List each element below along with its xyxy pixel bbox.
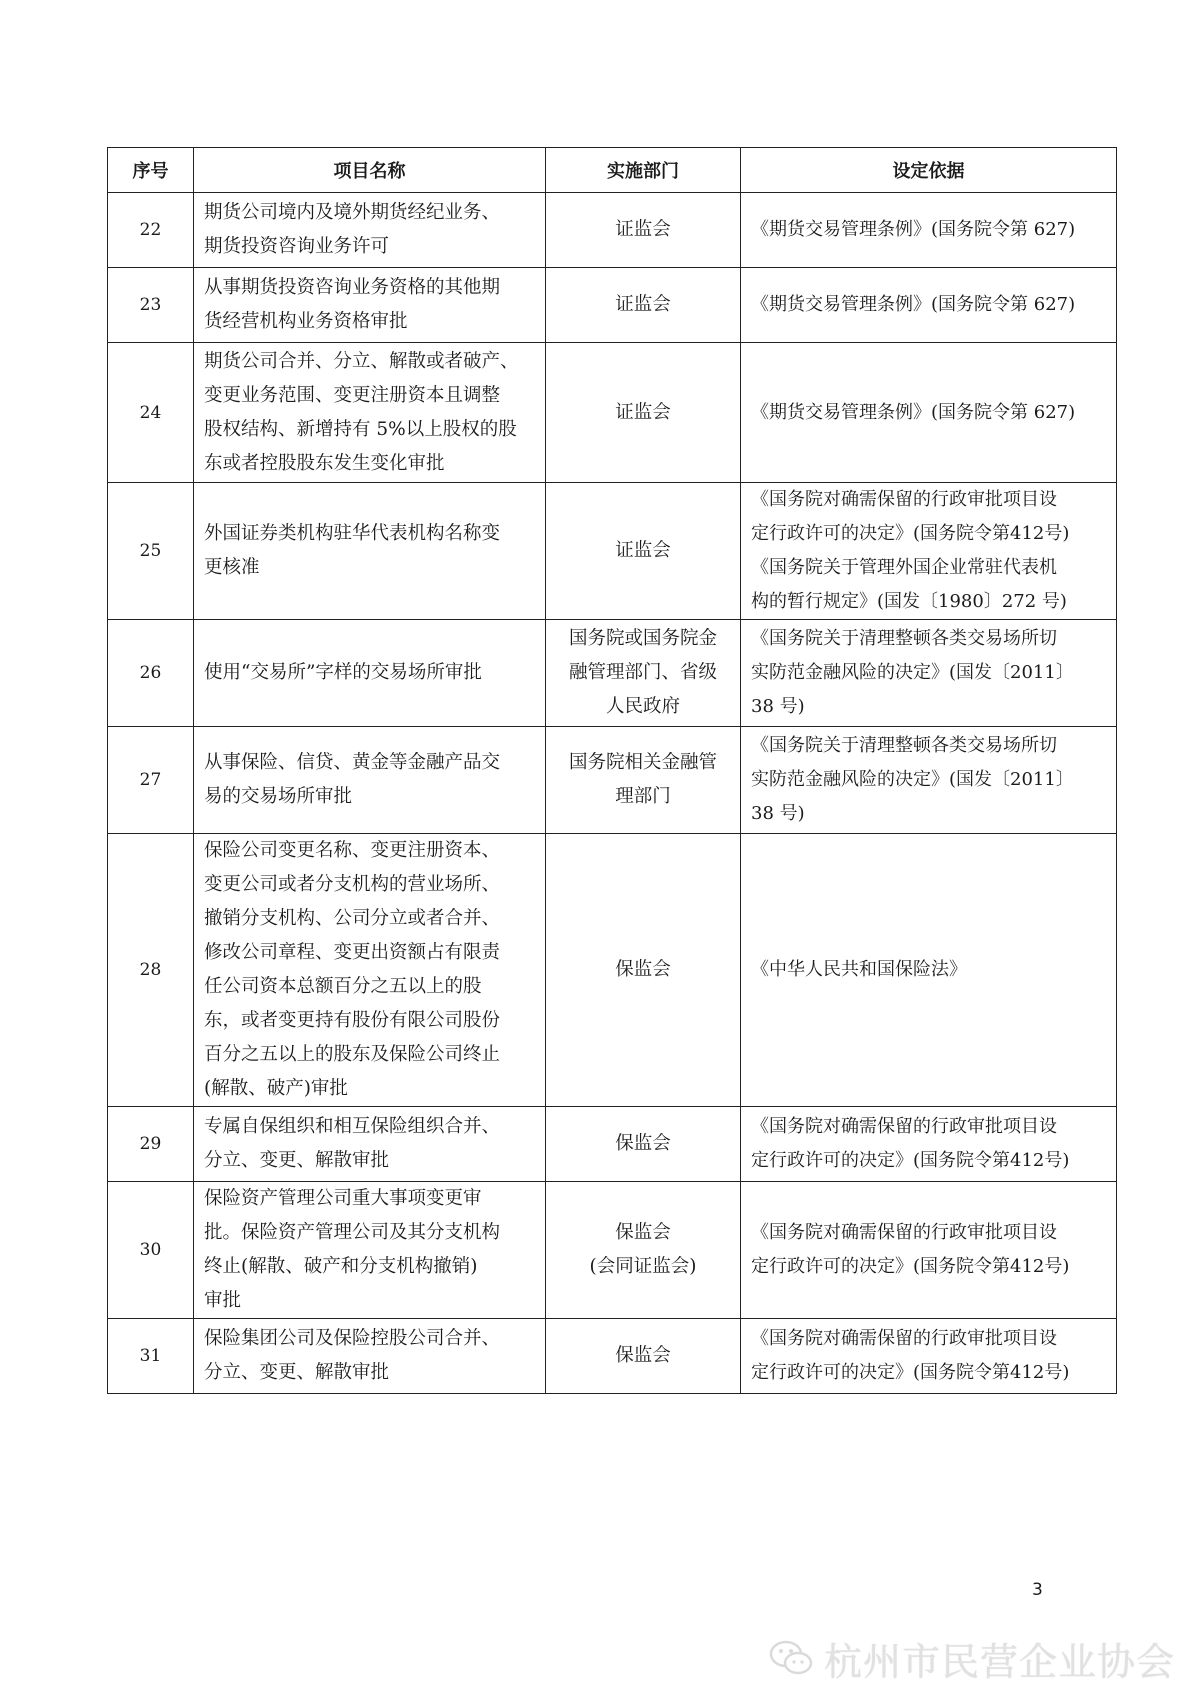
row-basis-line: 《期货交易管理条例》(国务院令第 627): [751, 294, 1076, 315]
row-dept-line: 保监会: [615, 1222, 671, 1243]
row-name-line: 货经营机构业务资格审批: [204, 311, 408, 332]
row-basis: [741, 343, 1117, 483]
header-seq: 序号: [108, 148, 194, 193]
approval-items-table: [107, 147, 1117, 1394]
row-basis-line: 《期货交易管理条例》(国务院令第 627): [751, 401, 1076, 423]
row-seq: 29: [108, 1107, 194, 1182]
row-dept-line: 理部门: [615, 786, 671, 807]
row-basis-line: 38 号): [751, 803, 805, 824]
row-name-line: 分立、变更、解散审批: [204, 1150, 390, 1171]
row-name-line: 批。保险资产管理公司及其分支机构: [204, 1222, 501, 1243]
row-basis: [741, 1319, 1117, 1394]
row-dept-line: 保监会: [615, 1345, 671, 1366]
row-seq: 23: [108, 268, 194, 343]
row-name-line: (解散、破产)审批: [204, 1078, 348, 1099]
row-dept: [546, 620, 741, 727]
row-basis-line: 《国务院关于清理整顿各类交易场所切: [751, 628, 1057, 649]
table-header-row: [108, 148, 1117, 193]
row-basis-line: 定行政许可的决定》(国务院令第412号): [751, 1150, 1070, 1171]
row-seq: 27: [108, 727, 194, 834]
row-name: [194, 620, 546, 727]
table-row: [108, 834, 1117, 1107]
row-name: [194, 193, 546, 268]
row-basis-line: 《国务院关于管理外国企业常驻代表机: [751, 557, 1057, 578]
wechat-icon: [768, 1638, 814, 1678]
row-name-line: 股权结构、新增持有 5%以上股权的股: [204, 418, 517, 440]
row-name-line: 变更公司或者分支机构的营业场所、: [204, 874, 501, 895]
row-name-line: 修改公司章程、变更出资额占有限责: [204, 942, 501, 963]
row-dept-line: 国务院或国务院金: [568, 628, 717, 649]
row-basis-line: 38 号): [751, 696, 805, 717]
row-name: [194, 1319, 546, 1394]
row-name: [194, 1182, 546, 1319]
row-dept-line: 人民政府: [605, 696, 680, 717]
watermark-text: 杭州市民营企业协会: [824, 1639, 1176, 1684]
row-dept: [546, 343, 741, 483]
row-seq: 31: [108, 1319, 194, 1394]
row-basis: [741, 1182, 1117, 1319]
row-name-line: 保险资产管理公司重大事项变更审: [204, 1188, 482, 1209]
row-name: [194, 834, 546, 1107]
row-seq: 24: [108, 343, 194, 483]
watermark: [768, 1628, 1175, 1688]
table-row: [108, 1182, 1117, 1319]
row-name-line: 撤销分支机构、公司分立或者合并、: [204, 908, 501, 929]
row-basis: [741, 1107, 1117, 1182]
row-dept: [546, 193, 741, 268]
row-dept-line: (会同证监会): [589, 1256, 697, 1277]
row-basis-line: 《国务院对确需保留的行政审批项目设: [751, 1328, 1057, 1349]
row-seq: 25: [108, 483, 194, 620]
row-name-line: 期货投资咨询业务许可: [204, 236, 390, 257]
row-name: [194, 483, 546, 620]
row-dept-line: 保监会: [615, 959, 671, 980]
row-name-line: 审批: [204, 1290, 242, 1311]
row-dept-line: 保监会: [615, 1133, 671, 1154]
row-dept: [546, 268, 741, 343]
row-basis: [741, 834, 1117, 1107]
row-name-line: 从事期货投资咨询业务资格的其他期: [204, 277, 501, 298]
row-basis: [741, 620, 1117, 727]
row-basis: [741, 483, 1117, 620]
row-dept-line: 证监会: [615, 294, 671, 315]
row-dept: [546, 1107, 741, 1182]
row-seq: 22: [108, 193, 194, 268]
row-name-line: 易的交易场所审批: [204, 786, 353, 807]
row-basis-line: 实防范金融风险的决定》(国发〔2011〕: [751, 769, 1074, 790]
row-basis-line: 《国务院关于清理整顿各类交易场所切: [751, 735, 1057, 756]
table-row: [108, 343, 1117, 483]
row-dept: [546, 1319, 741, 1394]
row-name-line: 保险公司变更名称、变更注册资本、: [204, 840, 501, 861]
row-name-line: 变更业务范围、变更注册资本且调整: [204, 384, 501, 406]
row-basis-line: 构的暂行规定》(国发〔1980〕272 号): [751, 591, 1067, 612]
row-name-line: 东或者控股股东发生变化审批: [204, 452, 445, 474]
row-name-line: 保险集团公司及保险控股公司合并、: [204, 1328, 501, 1349]
table-row: [108, 727, 1117, 834]
row-dept-line: 证监会: [615, 401, 671, 423]
row-dept: [546, 727, 741, 834]
table-row: [108, 620, 1117, 727]
row-name: [194, 1107, 546, 1182]
header-name: 项目名称: [194, 148, 546, 193]
row-basis-line: 《期货交易管理条例》(国务院令第 627): [751, 219, 1076, 240]
row-name-line: 百分之五以上的股东及保险公司终止: [204, 1044, 501, 1065]
row-basis-line: 定行政许可的决定》(国务院令第412号): [751, 1362, 1070, 1383]
row-dept-line: 融管理部门、省级: [568, 662, 717, 683]
row-name-line: 分立、变更、解散审批: [204, 1362, 390, 1383]
row-basis-line: 定行政许可的决定》(国务院令第412号): [751, 523, 1070, 544]
row-basis: [741, 193, 1117, 268]
row-name-line: 从事保险、信贷、黄金等金融产品交: [204, 752, 501, 773]
row-name-line: 专属自保组织和相互保险组织合并、: [204, 1116, 501, 1137]
table-row: [108, 1107, 1117, 1182]
row-seq: 30: [108, 1182, 194, 1319]
row-basis-line: 实防范金融风险的决定》(国发〔2011〕: [751, 662, 1074, 683]
row-dept-line: 国务院相关金融管: [568, 752, 717, 773]
row-name-line: 终止(解散、破产和分支机构撤销): [204, 1256, 478, 1277]
row-name: [194, 727, 546, 834]
row-seq: 28: [108, 834, 194, 1107]
row-basis: [741, 727, 1117, 834]
header-basis: 设定依据: [741, 148, 1117, 193]
row-name: [194, 268, 546, 343]
row-name-line: 期货公司合并、分立、解散或者破产、: [204, 350, 519, 372]
row-dept: [546, 834, 741, 1107]
row-dept: [546, 483, 741, 620]
page-number: 3: [1032, 1580, 1043, 1600]
table-row: [108, 268, 1117, 343]
row-name-line: 东，或者变更持有股份有限公司股份: [204, 1010, 501, 1031]
table-body: [108, 193, 1117, 1394]
table-row: [108, 1319, 1117, 1394]
row-basis-line: 《国务院对确需保留的行政审批项目设: [751, 489, 1057, 510]
row-dept-line: 证监会: [615, 540, 671, 561]
row-name-line: 使用“交易所”字样的交易场所审批: [204, 662, 482, 683]
row-name: [194, 343, 546, 483]
row-seq: 26: [108, 620, 194, 727]
row-basis-line: 定行政许可的决定》(国务院令第412号): [751, 1256, 1070, 1277]
row-basis-line: 《国务院对确需保留的行政审批项目设: [751, 1116, 1057, 1137]
row-name-line: 任公司资本总额百分之五以上的股: [204, 976, 482, 997]
row-name-line: 更核准: [204, 557, 260, 578]
row-name-line: 期货公司境内及境外期货经纪业务、: [204, 202, 501, 223]
row-basis-line: 《国务院对确需保留的行政审批项目设: [751, 1222, 1057, 1243]
row-dept: [546, 1182, 741, 1319]
row-basis: [741, 268, 1117, 343]
table-row: [108, 483, 1117, 620]
header-dept: 实施部门: [546, 148, 741, 193]
row-dept-line: 证监会: [615, 219, 671, 240]
table-row: [108, 193, 1117, 268]
row-name-line: 外国证券类机构驻华代表机构名称变: [204, 523, 501, 544]
row-basis-line: 《中华人民共和国保险法》: [751, 959, 967, 980]
